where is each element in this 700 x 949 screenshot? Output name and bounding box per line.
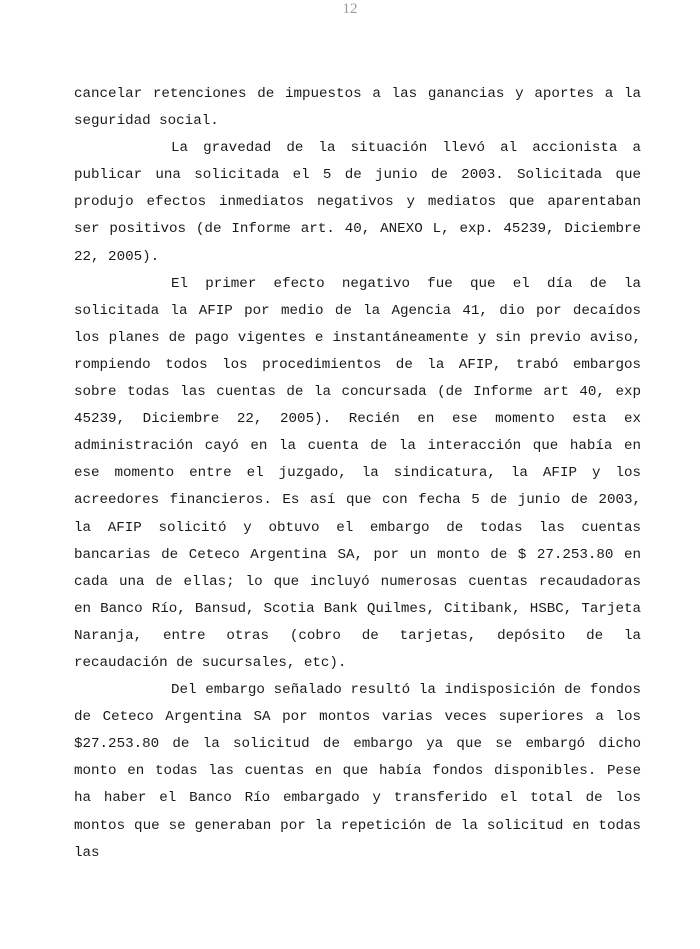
paragraph-2: La gravedad de la situación llevó al accionista a publicar una solicitada el 5 de junio de 2003. Solicitada que produjo efectos inmediatos negativos y mediatos que aparentaban ser positivos (de Informe art. 40, ANEXO L, exp. 45239, Diciembre 22, 2005). [74,140,641,265]
document-body [74,81,641,867]
paragraph-3: El primer efecto negativo fue que el día de la solicitada la AFIP por medio de la Agencia 41, dio por decaídos los planes de pago vigentes e instantáneamente y sin previo aviso, rompiendo todos los procedimientos de la AFIP, trabó embargos sobre todas las cuentas de la concursada (de Informe art 40, exp 45239, Diciembre 22, 2005). Recién en ese momento esta ex administración cayó en la cuenta de la interacción que había en ese momento entre el juzgado, la sindicatura, la AFIP y los acreedores financieros. Es así que con fecha 5 de junio de 2003, la AFIP solicitó y obtuvo el embargo de todas las cuentas bancarias de Ceteco Argentina SA, por un monto de $ 27.253.80 en cada una de ellas; lo que incluyó numerosas cuentas recaudadoras en Banco Río, Bansud, Scotia Bank Quilmes, Citibank, HSBC, Tarjeta Naranja, entre otras (cobro de tarjetas, depósito de la recaudación de sucursales, etc). [74,275,641,671]
page-number: 12 [342,1,358,17]
paragraph-1: cancelar retenciones de impuestos a las ganancias y aportes a la seguridad social. [74,86,641,130]
paragraph-4: Del embargo señalado resultó la indisposición de fondos de Ceteco Argentina SA por montos varias veces superiores a los $27.253.80 de la solicitud de embargo ya que se embargó dicho monto en todas las cuentas en que había fondos disponibles. Pese ha haber el Banco Río embargado y transferido el total de los montos que se generaban por la repetición de la solicitud en todas las [74,682,641,861]
